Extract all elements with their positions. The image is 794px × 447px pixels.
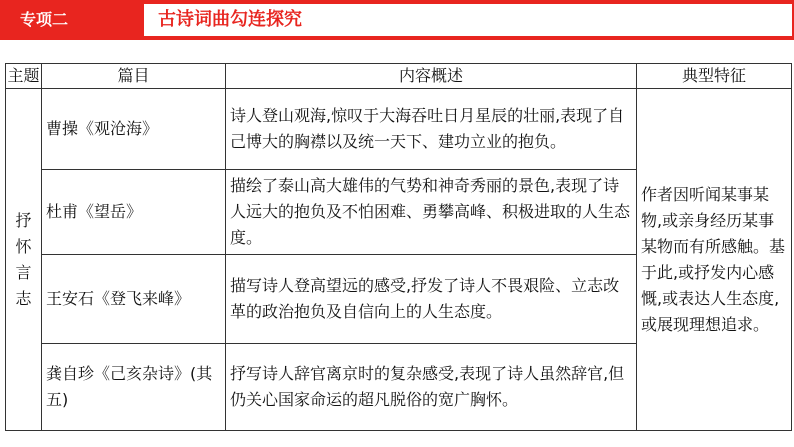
table-header-row [6, 64, 792, 89]
poem-summary: 诗人登山观海,惊叹于大海吞吐日月星辰的壮丽,表现了自己博大的胸襟以及统一天下、建功立业的抱负。 [226, 89, 637, 170]
poem-title: 曹操《观沧海》 [42, 89, 226, 170]
header-feature: 典型特征 [637, 64, 792, 89]
section-header [0, 0, 794, 44]
poetry-table [5, 63, 792, 431]
section-tag: 专项二 [20, 10, 69, 29]
poem-summary: 抒写诗人辞官离京时的复杂感受,表现了诗人虽然辞官,但仍关心国家命运的超凡脱俗的宽广胸怀。 [226, 344, 637, 431]
poem-summary: 描写诗人登高望远的感受,抒发了诗人不畏艰险、立志改革的政治抱负及自信向上的人生态度。 [226, 255, 637, 344]
poem-title: 龚自珍《己亥杂诗》(其五) [42, 344, 226, 431]
header-content: 内容概述 [226, 64, 637, 89]
feature-cell: 作者因听闻某事某物,或亲身经历某事某物而有所感触。基于此,或抒发内心感慨,或表达人生态度,或展现理想追求。 [637, 89, 792, 431]
header-theme: 主题 [6, 64, 42, 89]
table-row [6, 89, 792, 170]
poem-title: 杜甫《望岳》 [42, 170, 226, 255]
poem-title: 王安石《登飞来峰》 [42, 255, 226, 344]
theme-cell: 抒怀言志 [6, 89, 42, 431]
page-title: 古诗词曲勾连探究 [158, 9, 302, 30]
header-title: 篇目 [42, 64, 226, 89]
poem-summary: 描绘了泰山高大雄伟的气势和神奇秀丽的景色,表现了诗人远大的抱负及不怕困难、勇攀高峰、积极进取的人生态度。 [226, 170, 637, 255]
